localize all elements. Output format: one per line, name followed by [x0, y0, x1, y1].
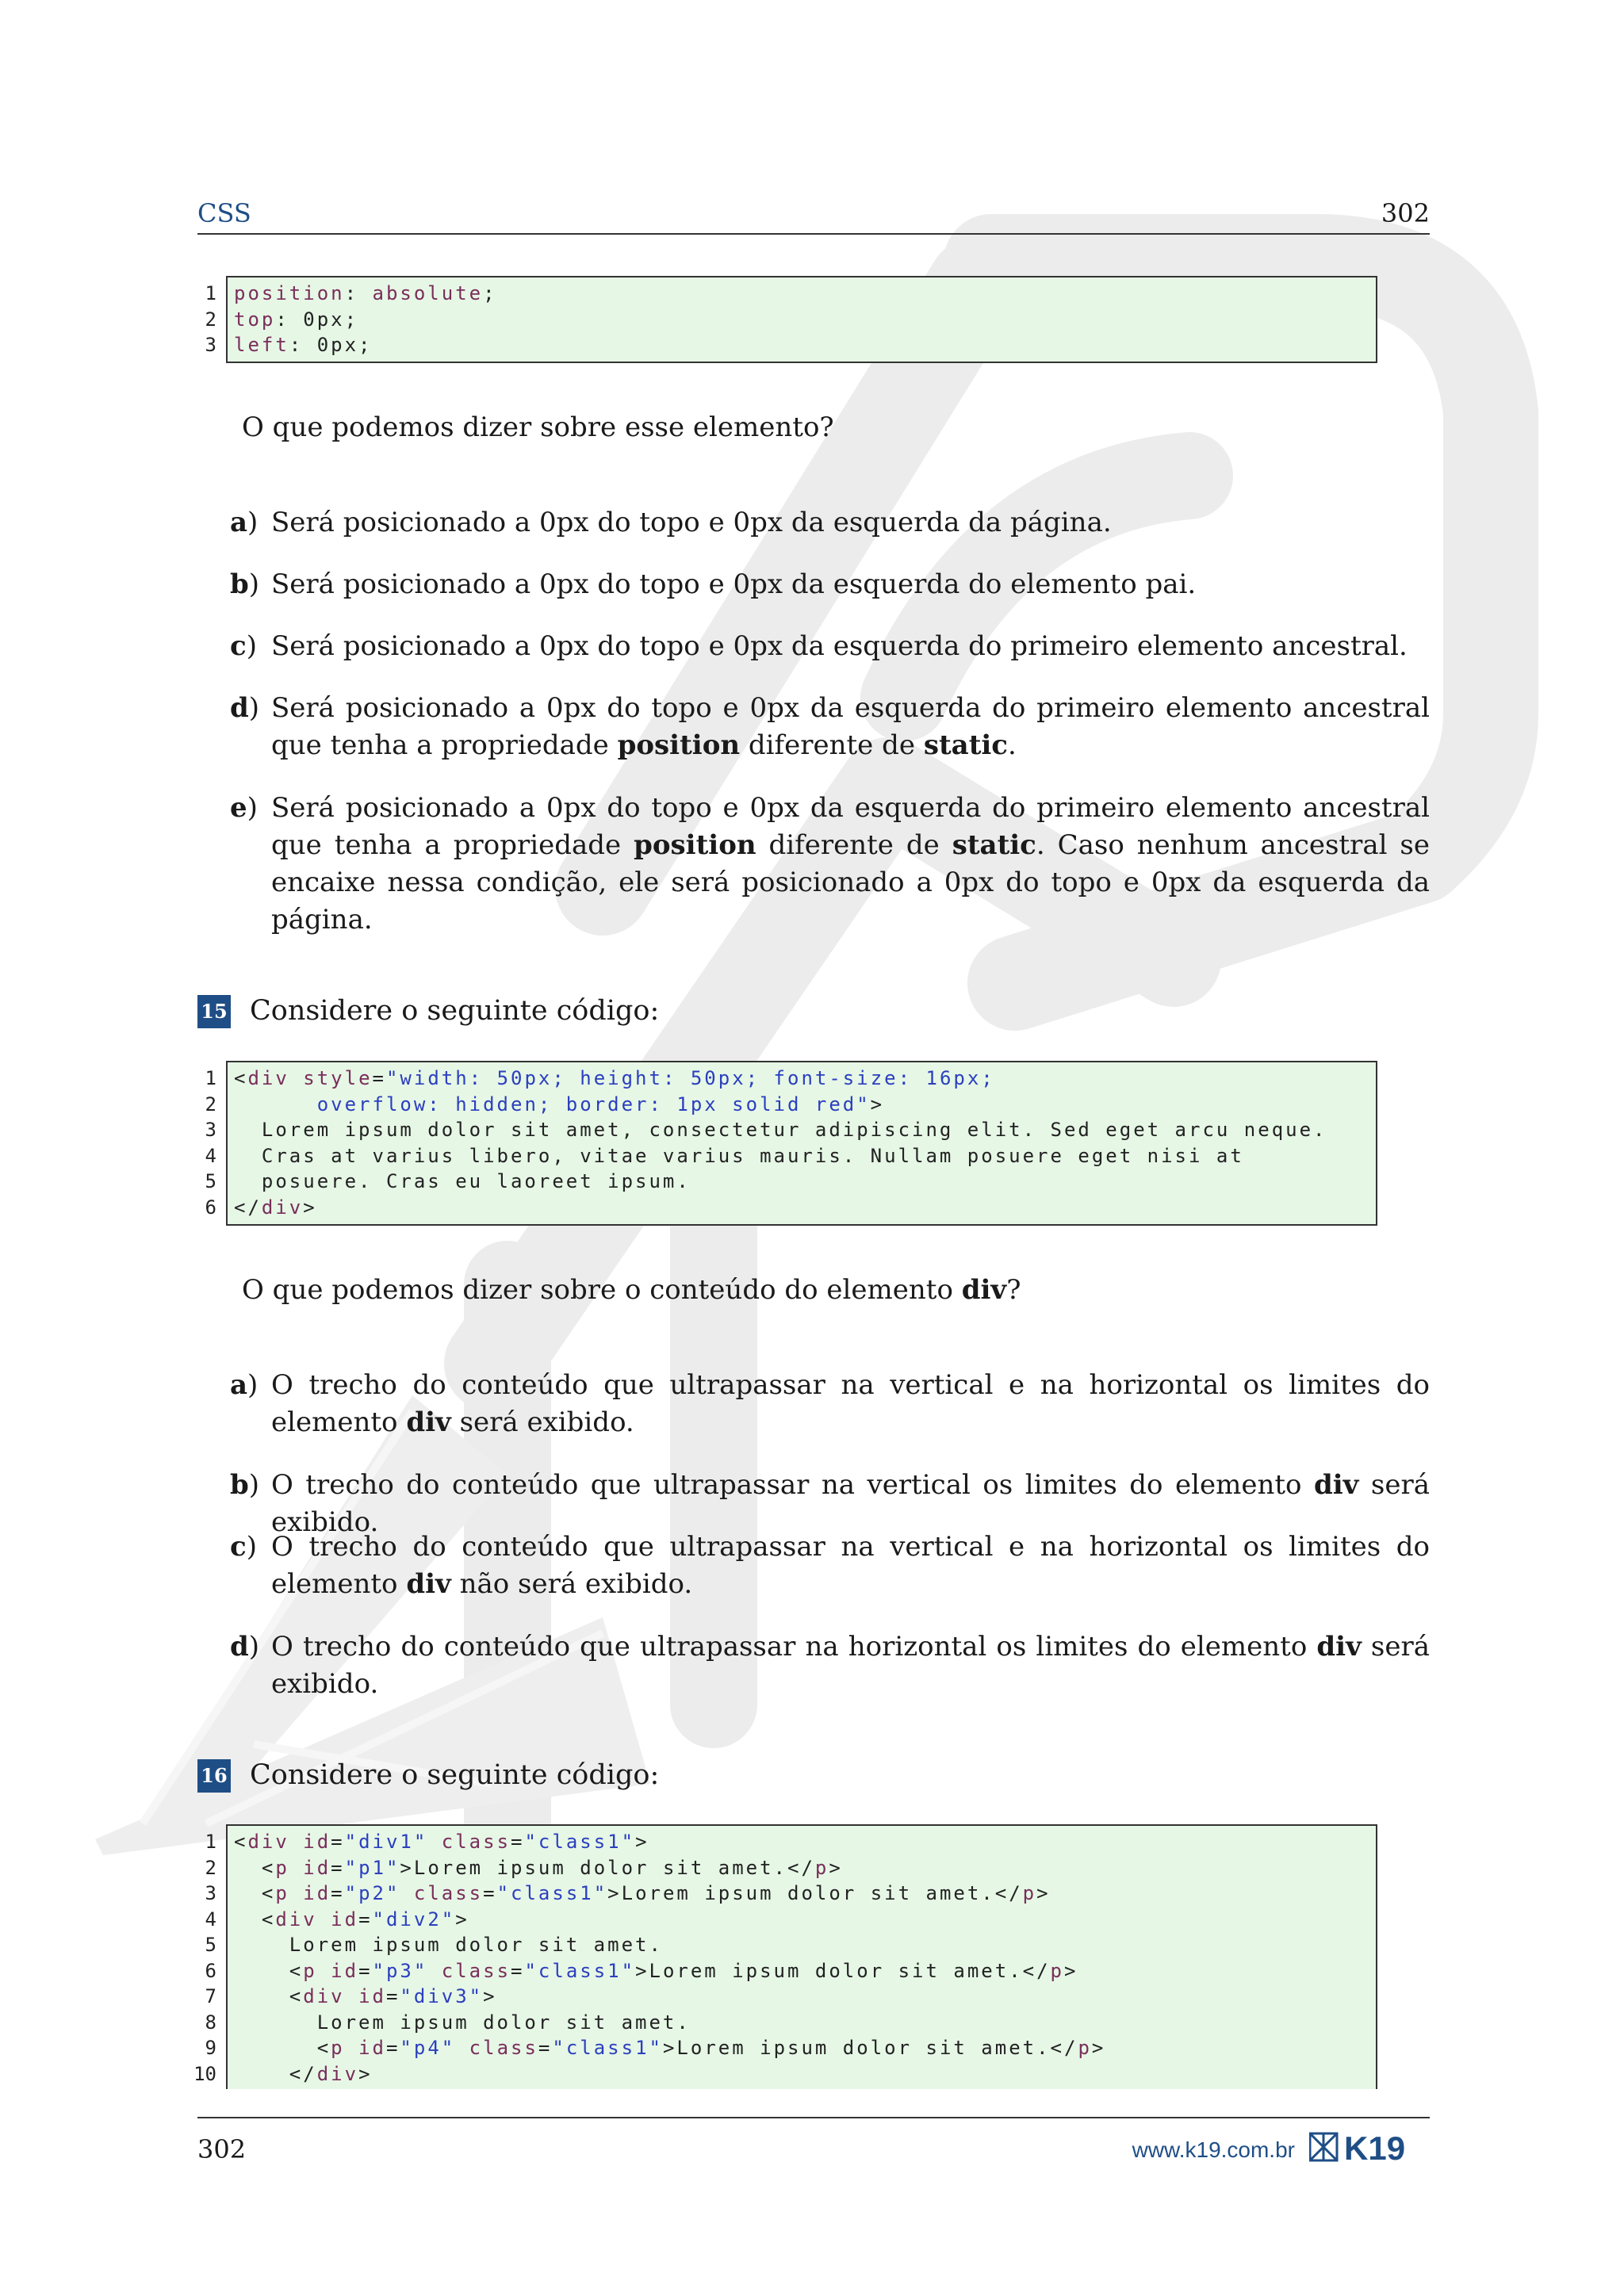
code-text: <p id="p2" class="class1">Lorem ipsum dolor sit amet.</p> — [234, 1882, 1051, 1904]
option-15a: a) O trecho do conteúdo que ultrapassar na vertical e na horizontal os limites do elemento div será exibido. — [230, 1367, 1430, 1441]
footer-url: www.k19.com.br — [1132, 2137, 1295, 2162]
code-line — [205, 307, 1376, 333]
line-number: 2 — [205, 1093, 216, 1115]
code-line — [205, 1092, 1376, 1118]
code-text: </div> — [234, 1196, 317, 1219]
option-letter: e) — [230, 792, 258, 824]
option-14e: e) Será posicionado a 0px do topo e 0px da esquerda do primeiro elemento ancestral que tenha a propriedade position diferente de static. Caso nenhum ancestral se encaixe nessa condição, ele será posicionado a 0px do topo e 0px da esquerda da página. — [230, 790, 1430, 939]
code-text: <p id="p4" class="class1">Lorem ipsum dolor sit amet.</p> — [234, 2037, 1106, 2059]
code-line — [205, 1932, 1376, 1958]
page-header — [197, 195, 1430, 235]
code-text: </div> — [234, 2062, 373, 2085]
code-line — [205, 1066, 1376, 1092]
line-number: 3 — [205, 1882, 216, 1904]
line-number: 3 — [205, 334, 216, 356]
line-number: 3 — [205, 1119, 216, 1141]
exercise-number-16: 16 — [197, 1759, 231, 1793]
code-text: <div id="div2"> — [234, 1908, 469, 1931]
code-text: <p id="p3" class="class1">Lorem ipsum dolor sit amet.</p> — [234, 1959, 1078, 1982]
exercise-number-15: 15 — [197, 995, 231, 1028]
exercise-title-16: Considere o seguinte código: — [250, 1759, 660, 1791]
option-15d: d) O trecho do conteúdo que ultrapassar na horizontal os limites do elemento div será exibido. — [230, 1628, 1430, 1703]
code-block-selectors — [193, 1824, 1377, 2089]
exercise-title-15: Considere o seguinte código: — [250, 995, 660, 1027]
logo-text: K19 — [1344, 2131, 1406, 2163]
code-line — [205, 1855, 1376, 1881]
code-text: Lorem ipsum dolor sit amet. — [234, 2011, 691, 2034]
line-number: 1 — [205, 282, 216, 304]
line-number: 1 — [205, 1067, 216, 1089]
option-letter: d) — [230, 1631, 260, 1663]
code-text: <div style="width: 50px; height: 50px; font-size: 16px; — [234, 1067, 995, 1089]
code-line — [205, 2035, 1376, 2061]
code-text: <div id="div3"> — [234, 1985, 497, 2007]
option-letter: b) — [230, 568, 260, 600]
code-text: Cras at varius libero, vitae varius mauris. Nullam posuere eget nisi at — [234, 1144, 1244, 1167]
option-14d: d) Será posicionado a 0px do topo e 0px da esquerda do primeiro elemento ancestral que tenha a propriedade position diferente de static. — [230, 690, 1430, 764]
footer-page-number: 302 — [197, 2134, 247, 2164]
question-15: O que podemos dizer sobre o conteúdo do elemento div? — [242, 1274, 1021, 1306]
code-line — [205, 1881, 1376, 1907]
chapter-title: CSS — [197, 198, 251, 228]
code-line — [205, 1907, 1376, 1933]
line-number: 7 — [205, 1985, 216, 2007]
line-number: 2 — [205, 308, 216, 331]
code-text: left: 0px; — [234, 334, 373, 356]
k19-logo-icon — [1309, 2131, 1430, 2163]
line-number: 9 — [205, 2037, 216, 2059]
code-text: Lorem ipsum dolor sit amet. — [234, 1934, 663, 1956]
code-block-position — [205, 276, 1377, 363]
code-line — [205, 1829, 1376, 1855]
code-line — [205, 2010, 1376, 2036]
code-line — [193, 2061, 1376, 2087]
option-15c: c) O trecho do conteúdo que ultrapassar na vertical e na horizontal os limites do elemento div não será exibido. — [230, 1529, 1430, 1603]
code-line — [205, 281, 1376, 307]
option-letter: b) — [230, 1469, 260, 1501]
code-line — [205, 1958, 1376, 1984]
option-14b: b) Será posicionado a 0px do topo e 0px da esquerda do elemento pai. — [230, 566, 1430, 603]
code-text: Lorem ipsum dolor sit amet, consectetur adipiscing elit. Sed eget arcu neque. — [234, 1119, 1327, 1141]
question-14: O que podemos dizer sobre esse elemento? — [242, 411, 834, 443]
line-number: 6 — [205, 1959, 216, 1982]
code-text: top: 0px; — [234, 308, 359, 331]
code-text: position: absolute; — [234, 282, 497, 304]
line-number: 4 — [205, 1144, 216, 1167]
page-footer — [197, 2117, 1430, 2174]
code-line — [205, 1117, 1376, 1143]
option-letter: c) — [230, 630, 257, 662]
option-letter: d) — [230, 692, 260, 724]
code-text: <div id="div1" class="class1"> — [234, 1831, 649, 1853]
option-14a: a) Será posicionado a 0px do topo e 0px da esquerda da página. — [230, 504, 1430, 541]
line-number: 2 — [205, 1856, 216, 1879]
option-letter: a) — [230, 507, 259, 538]
line-number: 1 — [205, 1831, 216, 1853]
line-number: 10 — [193, 2062, 216, 2085]
code-line — [205, 1143, 1376, 1169]
code-text: posuere. Cras eu laoreet ipsum. — [234, 1170, 691, 1192]
code-line — [205, 1195, 1376, 1221]
code-line — [205, 332, 1376, 358]
code-text: overflow: hidden; border: 1px solid red"> — [316, 1093, 885, 1115]
line-number: 5 — [205, 1934, 216, 1956]
code-block-overflow — [205, 1061, 1377, 1226]
option-15b: b) O trecho do conteúdo que ultrapassar na vertical os limites do elemento div será exibido. — [230, 1467, 1430, 1541]
option-letter: a) — [230, 1369, 259, 1401]
option-letter: c) — [230, 1531, 257, 1563]
line-number: 8 — [205, 2011, 216, 2034]
line-number: 6 — [205, 1196, 216, 1219]
line-number: 4 — [205, 1908, 216, 1931]
line-number: 5 — [205, 1170, 216, 1192]
code-line — [205, 1169, 1376, 1195]
option-14c: c) Será posicionado a 0px do topo e 0px da esquerda do primeiro elemento ancestral. — [230, 628, 1430, 665]
code-text: <p id="p1">Lorem ipsum dolor sit amet.</p> — [234, 1856, 843, 1879]
code-line — [205, 1984, 1376, 2010]
header-page-number: 302 — [1381, 198, 1430, 228]
